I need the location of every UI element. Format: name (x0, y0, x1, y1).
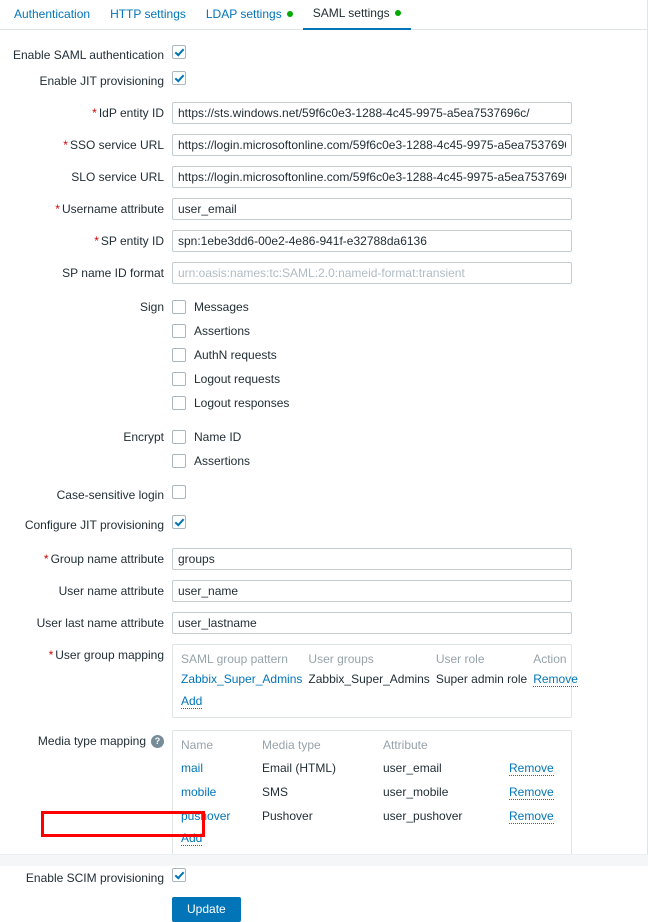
tab-ldap-settings[interactable] (196, 7, 303, 29)
user-name-attribute-input[interactable] (172, 580, 572, 602)
cell-name (181, 755, 262, 779)
encrypt-assertions-checkbox[interactable] (172, 454, 186, 468)
label-user-last-name-attribute: User last name attribute (36, 616, 164, 630)
label-encrypt: Encrypt (123, 430, 164, 444)
required-marker: * (43, 552, 49, 566)
label-text: Media type mapping (37, 734, 146, 748)
remove-user-group-mapping-link[interactable]: Remove (533, 672, 578, 686)
field-sso-service-url (0, 134, 647, 156)
label-case-sensitive-login: Case-sensitive login (56, 488, 164, 502)
idp-entity-id-input[interactable] (172, 102, 572, 124)
label-sp-name-id-format: SP name ID format (62, 266, 164, 280)
cell-action (509, 779, 563, 803)
case-sensitive-login-checkbox[interactable] (172, 485, 186, 499)
sign-authn-requests-checkbox[interactable] (172, 348, 186, 362)
col-attribute: Attribute (383, 738, 428, 752)
encrypt-name-id-checkbox[interactable] (172, 430, 186, 444)
update-button[interactable]: Update (172, 897, 241, 922)
sign-messages-label: Messages (194, 300, 249, 314)
field-user-group-mapping (0, 644, 647, 718)
sign-option-authn-requests[interactable] (172, 344, 647, 366)
encrypt-assertions-label: Assertions (194, 454, 251, 468)
media-type-mapping-table-container (172, 730, 572, 857)
footer-strip (0, 854, 648, 866)
sign-authn-requests-label: AuthN requests (194, 348, 277, 362)
cell-media-type: Pushover (262, 809, 313, 823)
label-enable-jit-provisioning: Enable JIT provisioning (39, 74, 164, 88)
sign-logout-requests-label: Logout requests (194, 372, 281, 386)
tab-authentication-label: Authentication (14, 7, 91, 21)
label-media-type-mapping (0, 730, 172, 752)
remove-media-type-mapping-link[interactable]: Remove (509, 785, 554, 799)
table-row (181, 803, 563, 827)
field-enable-jit-provisioning (0, 70, 647, 92)
label-text: User group mapping (55, 648, 164, 662)
col-user-role: User role (435, 652, 485, 666)
label-sign: Sign (139, 300, 164, 314)
label-enable-scim-provisioning: Enable SCIM provisioning (25, 871, 164, 885)
add-media-type-mapping-link[interactable]: Add (181, 831, 203, 845)
field-encrypt (0, 426, 647, 474)
cell-media-type: SMS (262, 785, 289, 799)
tab-http-settings-label: HTTP settings (110, 7, 186, 21)
enable-saml-authentication-checkbox[interactable] (172, 45, 186, 59)
slo-service-url-input[interactable] (172, 166, 572, 188)
tab-saml-settings-label: SAML settings (312, 6, 390, 20)
encrypt-name-id-label: Name ID (194, 430, 242, 444)
table-row (181, 755, 563, 779)
col-saml-group-pattern: SAML group pattern (181, 652, 288, 666)
settings-tab-bar (0, 0, 647, 30)
label-text: SSO service URL (69, 138, 164, 152)
tab-authentication[interactable] (4, 7, 100, 29)
field-enable-saml-authentication (0, 44, 647, 66)
field-user-name-attribute (0, 580, 647, 602)
tab-http-settings[interactable] (100, 7, 196, 29)
sp-name-id-format-input[interactable] (172, 262, 572, 284)
required-marker: * (94, 234, 99, 248)
field-case-sensitive-login (0, 484, 647, 506)
remove-media-type-mapping-link[interactable]: Remove (509, 809, 554, 823)
field-user-last-name-attribute (0, 612, 647, 634)
user-last-name-attribute-input[interactable] (172, 612, 572, 634)
table-row (181, 779, 563, 803)
remove-media-type-mapping-link[interactable]: Remove (509, 761, 554, 775)
tab-saml-settings[interactable] (303, 6, 411, 30)
required-marker: * (63, 138, 68, 152)
label-text: SP entity ID (100, 234, 164, 248)
label-user-group-mapping (0, 644, 172, 666)
cell-action (509, 803, 563, 827)
cell-action (533, 669, 584, 690)
sign-option-messages[interactable] (172, 296, 647, 318)
configure-jit-provisioning-checkbox[interactable] (172, 515, 186, 529)
col-name: Name (181, 738, 214, 752)
sign-option-logout-responses[interactable] (172, 392, 647, 414)
field-sp-entity-id (0, 230, 647, 252)
sign-assertions-checkbox[interactable] (172, 324, 186, 338)
label-sp-entity-id (0, 230, 172, 252)
required-marker: * (92, 106, 97, 120)
sso-service-url-input[interactable] (172, 134, 572, 156)
add-user-group-mapping-link[interactable]: Add (181, 694, 203, 708)
question-mark-icon[interactable]: ? (151, 735, 164, 748)
label-user-name-attribute: User name attribute (58, 584, 164, 598)
required-marker: * (48, 648, 54, 662)
table-row (181, 669, 584, 690)
media-name-link[interactable]: mobile (181, 785, 217, 799)
cell-attribute: user_mobile (383, 785, 449, 799)
col-action: Action (533, 652, 567, 666)
user-group-mapping-table-container (172, 644, 578, 718)
field-username-attribute (0, 198, 647, 220)
label-username-attribute (0, 198, 172, 220)
sign-logout-responses-label: Logout responses (194, 396, 290, 410)
user-group-mapping-table (181, 650, 584, 690)
label-enable-saml-authentication: Enable SAML authentication (13, 48, 164, 62)
label-text: Group name attribute (50, 552, 164, 566)
sign-logout-requests-checkbox[interactable] (172, 372, 186, 386)
media-name-link[interactable]: pushover (181, 809, 231, 823)
tab-ldap-settings-label: LDAP settings (205, 7, 282, 21)
enable-scim-provisioning-checkbox[interactable] (172, 868, 186, 882)
field-sp-name-id-format (0, 262, 647, 284)
saml-settings-form (0, 30, 647, 922)
status-dot-icon (395, 10, 401, 16)
cell-saml-group-pattern (181, 669, 308, 690)
label-text: IdP entity ID (98, 106, 164, 120)
field-slo-service-url (0, 166, 647, 188)
cell-action (509, 755, 563, 779)
col-user-groups: User groups (308, 652, 374, 666)
label-slo-service-url: SLO service URL (71, 170, 164, 184)
field-idp-entity-id (0, 102, 647, 124)
label-group-name-attribute (0, 548, 172, 570)
cell-attribute: user_pushover (383, 809, 463, 823)
cell-user-role: Super admin role (435, 672, 528, 686)
label-configure-jit-provisioning: Configure JIT provisioning (24, 518, 164, 532)
sign-assertions-label: Assertions (194, 324, 251, 338)
field-configure-jit-provisioning (0, 514, 647, 536)
field-group-name-attribute (0, 548, 647, 570)
required-marker: * (55, 202, 60, 216)
sign-option-logout-requests[interactable] (172, 368, 647, 390)
saml-group-pattern-link[interactable]: Zabbix_Super_Admins (181, 672, 303, 686)
col-action (509, 736, 563, 755)
cell-media-type: Email (HTML) (262, 761, 336, 775)
cell-name (181, 803, 262, 827)
cell-user-groups: Zabbix_Super_Admins (308, 672, 430, 686)
media-name-link[interactable]: mail (181, 761, 204, 775)
label-text: Username attribute (61, 202, 164, 216)
form-actions (0, 897, 647, 922)
label-idp-entity-id (0, 102, 172, 124)
sign-messages-checkbox[interactable] (172, 300, 186, 314)
enable-jit-provisioning-checkbox[interactable] (172, 71, 186, 85)
status-dot-icon (287, 11, 293, 17)
cell-attribute: user_email (383, 761, 442, 775)
table-header-row (181, 650, 584, 669)
label-sso-service-url (0, 134, 172, 156)
table-header-row (181, 736, 563, 755)
encrypt-option-assertions[interactable] (172, 450, 647, 472)
field-enable-scim-provisioning (0, 867, 647, 889)
cell-name (181, 779, 262, 803)
sp-entity-id-input[interactable] (172, 230, 572, 252)
username-attribute-input[interactable] (172, 198, 572, 220)
sign-logout-responses-checkbox[interactable] (172, 396, 186, 410)
field-media-type-mapping (0, 730, 647, 857)
encrypt-option-name-id[interactable] (172, 426, 647, 448)
field-sign (0, 296, 647, 416)
col-media-type: Media type (262, 738, 321, 752)
group-name-attribute-input[interactable] (172, 548, 572, 570)
sign-option-assertions[interactable] (172, 320, 647, 342)
media-type-mapping-table (181, 736, 563, 827)
